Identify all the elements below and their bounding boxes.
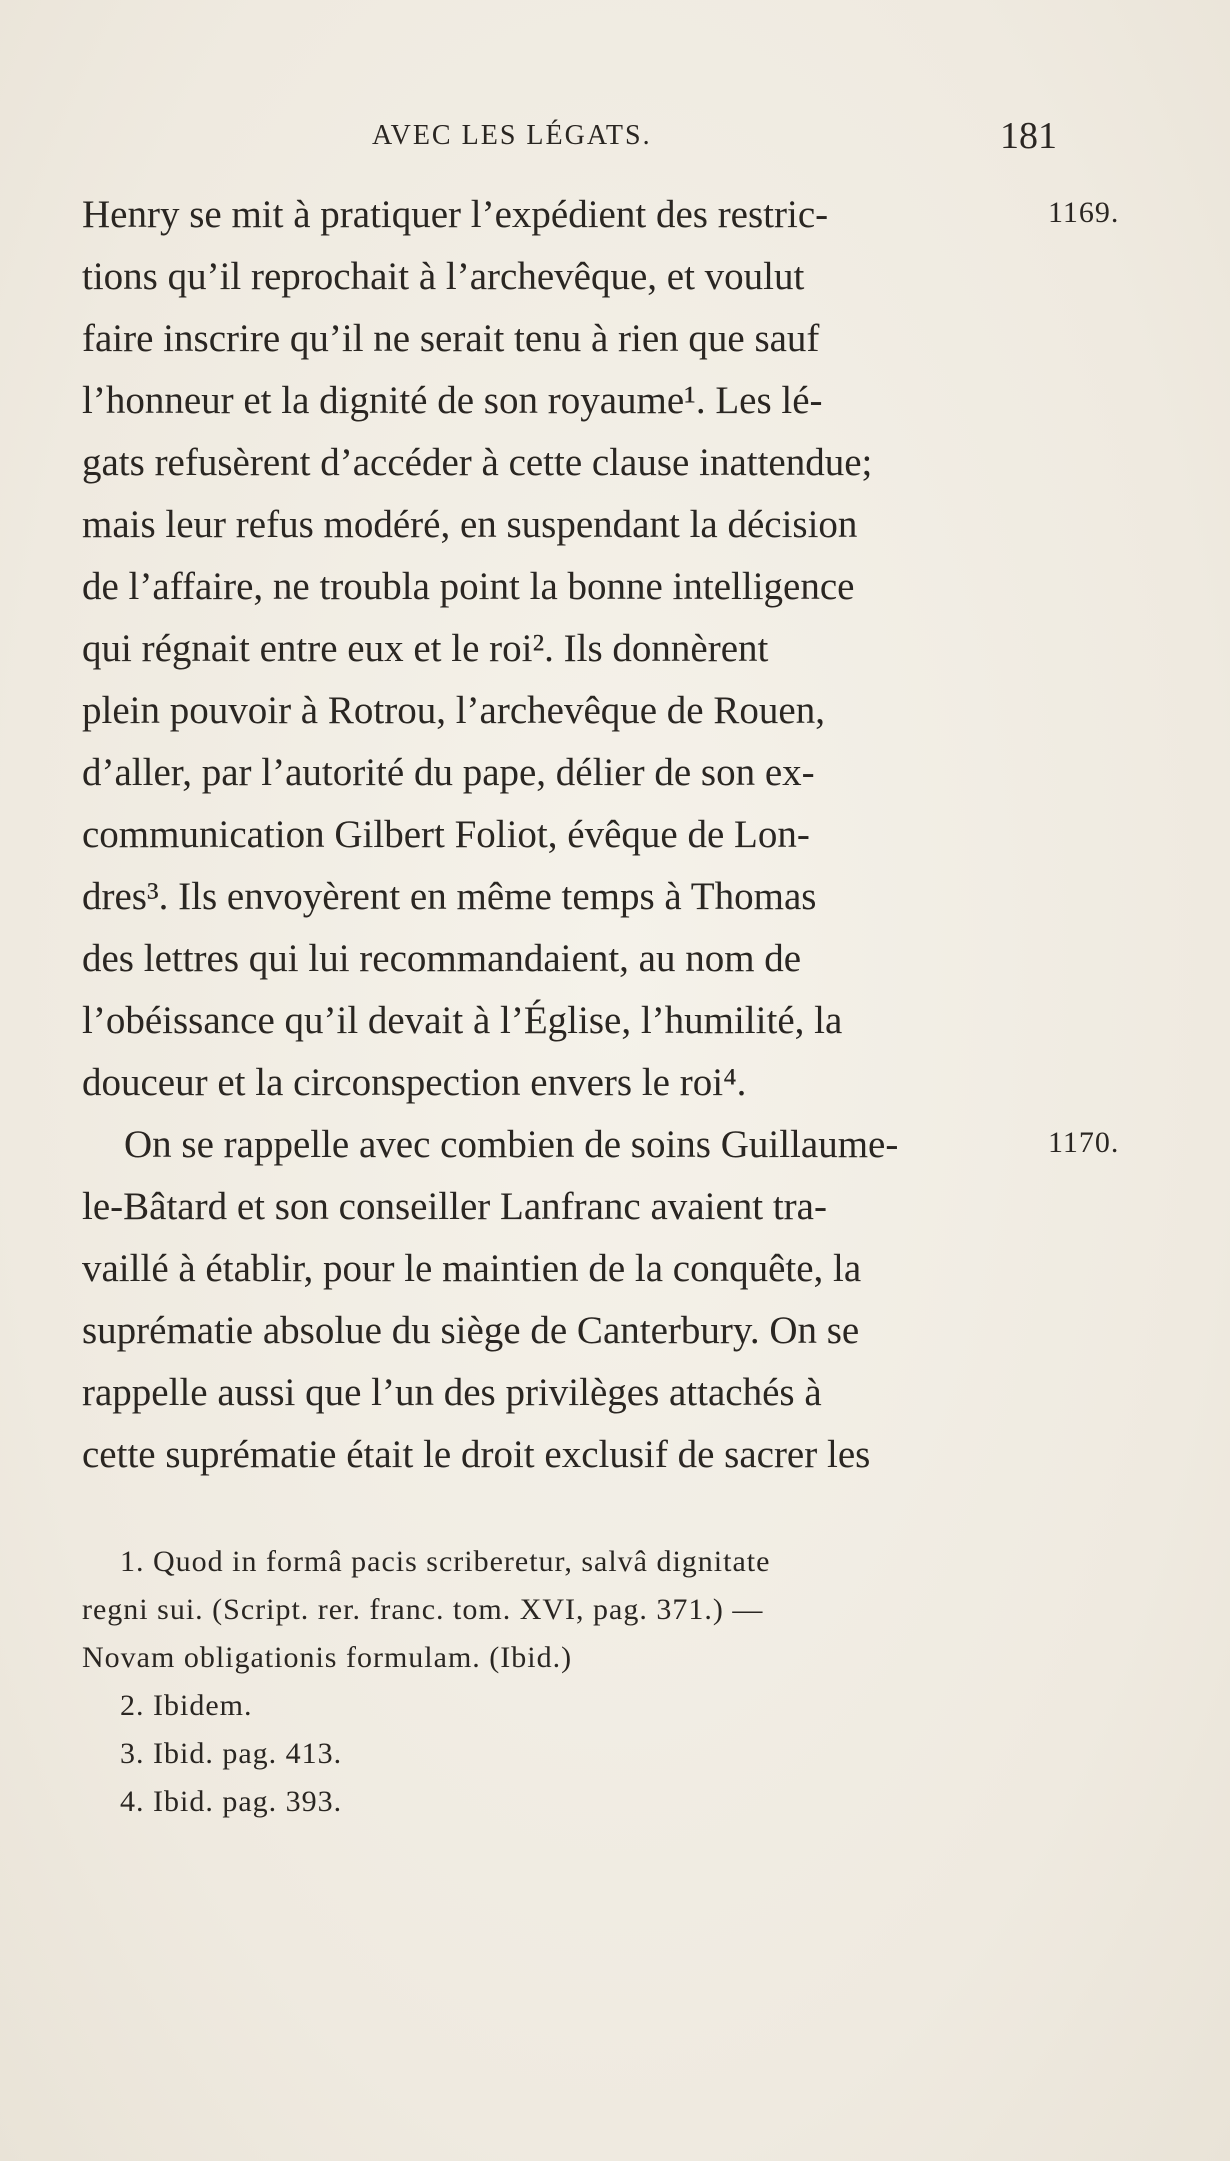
page-header <box>82 115 1057 170</box>
body-line: d’aller, par l’autorité du pape, délier de son ex- <box>82 751 815 794</box>
body-line: douceur et la circonspection envers le roi⁴. <box>82 1061 747 1104</box>
body-line: cette suprématie était le droit exclusif de sacrer les <box>82 1433 871 1476</box>
footnote-line: 4. Ibid. pag. 393. <box>120 1785 343 1818</box>
body-line: de l’affaire, ne troubla point la bonne intelligence <box>82 565 855 608</box>
body-line: l’honneur et la dignité de son royaume¹. Les lé- <box>82 379 823 422</box>
body-line: mais leur refus modéré, en suspendant la décision <box>82 503 858 546</box>
body-line: dres³. Ils envoyèrent en même temps à Thomas <box>82 875 817 918</box>
body-line: tions qu’il reprochait à l’archevêque, et voulut <box>82 255 805 298</box>
body-line: faire inscrire qu’il ne serait tenu à rien que sauf <box>82 317 820 360</box>
footnote-line: 3. Ibid. pag. 413. <box>120 1737 343 1770</box>
body-line: gats refusèrent d’accéder à cette clause inattendue; <box>82 441 873 484</box>
body-line: vaillé à établir, pour le maintien de la conquête, la <box>82 1247 862 1290</box>
body-line: suprématie absolue du siège de Canterbury. On se <box>82 1309 860 1352</box>
body-line: communication Gilbert Foliot, évêque de Lon- <box>82 813 810 856</box>
body-line: Henry se mit à pratiquer l’expédient des restric- <box>82 193 829 236</box>
body-line: rappelle aussi que l’un des privilèges attachés à <box>82 1371 822 1414</box>
footnote-line: 1. Quod in formâ pacis scriberetur, salvâ dignitate <box>120 1545 771 1578</box>
body-line: l’obéissance qu’il devait à l’Église, l’humilité, la <box>82 999 843 1042</box>
body-line: On se rappelle avec combien de soins Guillaume- <box>124 1123 899 1166</box>
page-number: 181 <box>1000 115 1057 157</box>
body-line: qui régnait entre eux et le roi². Ils donnèrent <box>82 627 769 670</box>
margin-date-1170: 1170. <box>1048 1126 1120 1159</box>
body-line: des lettres qui lui recommandaient, au nom de <box>82 937 802 980</box>
running-title: AVEC LES LÉGATS. <box>372 120 652 151</box>
body-text <box>82 184 1057 1486</box>
footnote-line: regni sui. (Script. rer. franc. tom. XVI, pag. 371.) — <box>82 1593 764 1626</box>
margin-date-1169: 1169. <box>1048 196 1120 229</box>
body-line: plein pouvoir à Rotrou, l’archevêque de Rouen, <box>82 689 825 732</box>
footnote-line: 2. Ibidem. <box>120 1689 253 1722</box>
body-line: le-Bâtard et son conseiller Lanfranc avaient tra- <box>82 1185 827 1228</box>
footnotes <box>82 1538 1057 1826</box>
footnote-line: Novam obligationis formulam. (Ibid.) <box>82 1641 573 1674</box>
